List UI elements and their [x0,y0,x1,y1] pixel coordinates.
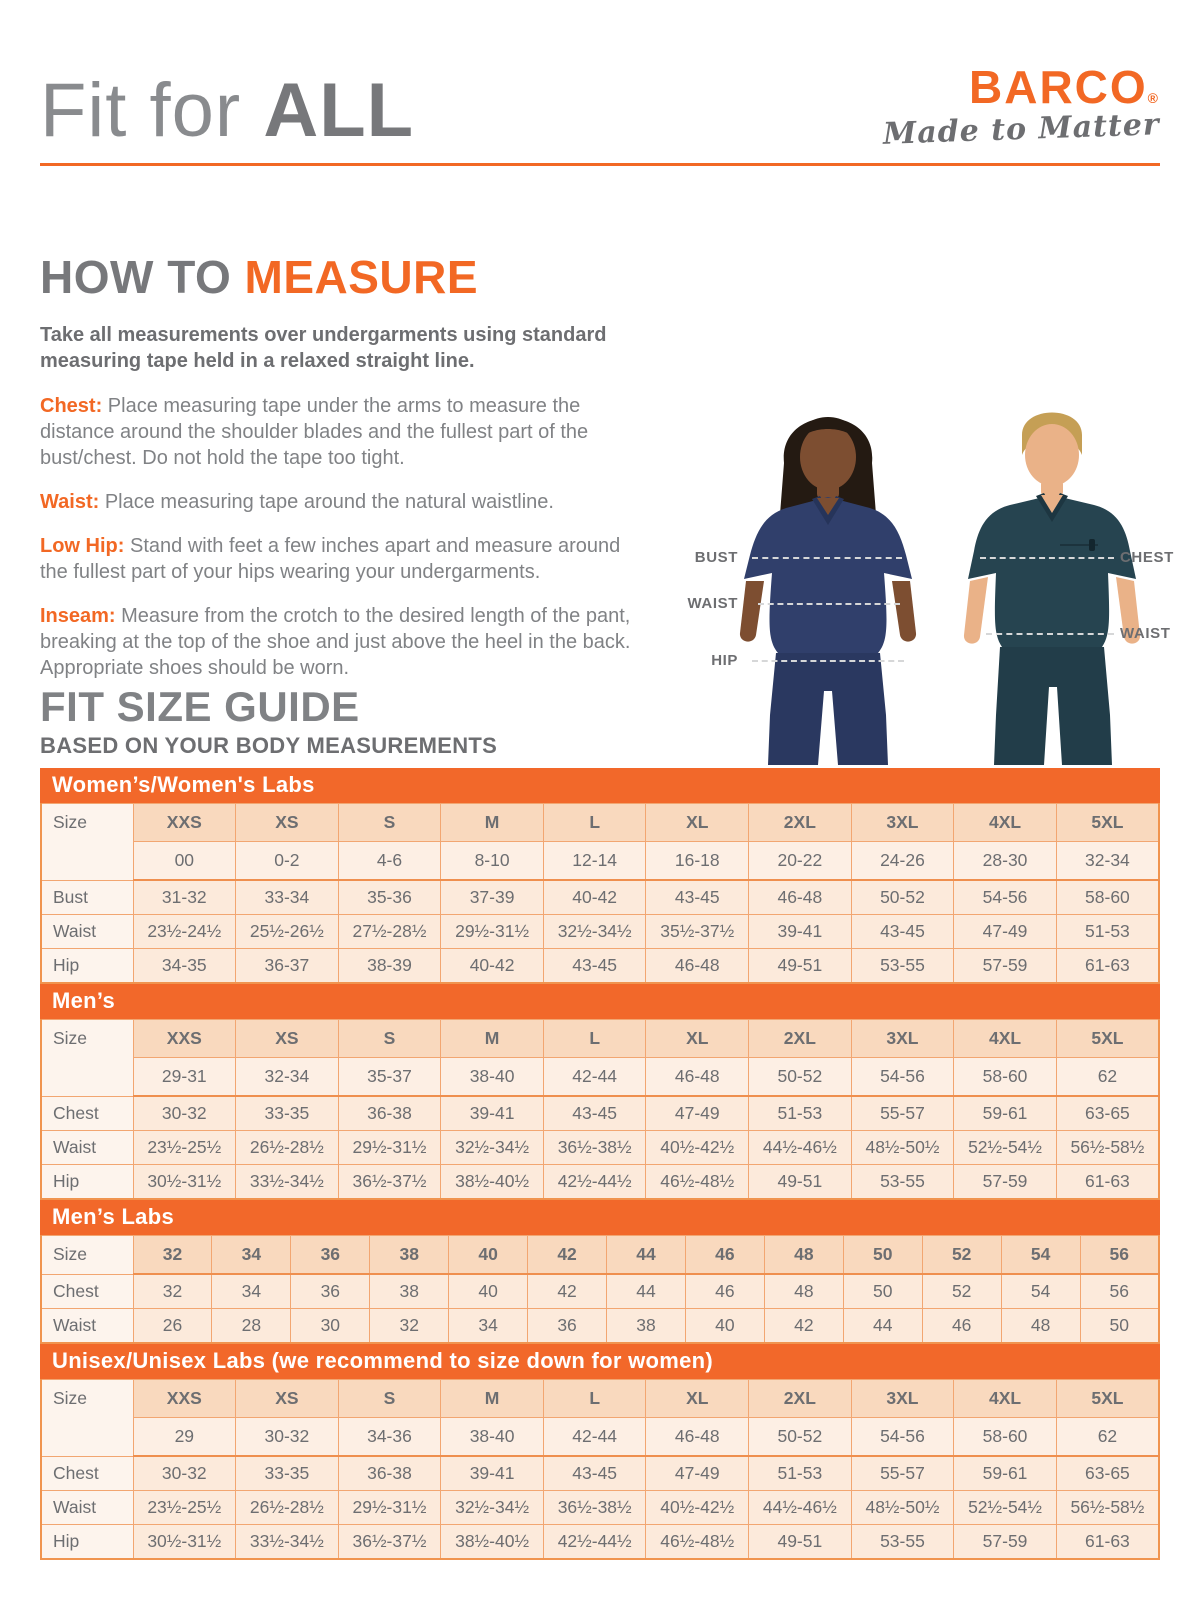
chest-line [980,557,1114,559]
measurement-value-cell: 29½-31½ [338,1491,441,1525]
measurement-value-cell: 38½-40½ [441,1165,544,1200]
numeric-size-cell: 29-31 [133,1058,236,1097]
measure-row-label: Bust [41,880,133,915]
size-header-cell: 40 [449,1236,528,1275]
measurement-value-cell: 57-59 [954,1525,1057,1560]
size-header-cell: 4XL [954,1380,1057,1418]
size-header-cell: 38 [370,1236,449,1275]
measurement-value-cell: 49-51 [749,949,852,984]
measurement-value-cell: 36-38 [338,1456,441,1491]
size-header-cell: S [338,804,441,842]
chest-label: CHEST [1120,549,1174,566]
measurement-value-cell: 36½-37½ [338,1525,441,1560]
measure-item-text: Place measuring tape around the natural waistline. [99,490,554,513]
numeric-size-cell: 54-56 [851,1058,954,1097]
size-header-cell: 52 [922,1236,1001,1275]
measurement-value-cell: 36 [291,1274,370,1309]
how-to-measure-heading [40,251,650,303]
bust-line [752,557,902,559]
size-header-cell: 4XL [954,804,1057,842]
measurement-value-cell: 30½-31½ [133,1525,236,1560]
numeric-size-cell: 50-52 [749,1058,852,1097]
measure-row-label: Hip [41,1165,133,1200]
size-header-cell: 50 [843,1236,922,1275]
measurement-value-cell: 57-59 [954,1165,1057,1200]
size-header-cell: 54 [1001,1236,1080,1275]
measurement-value-cell: 32 [133,1274,212,1309]
brand-tagline: Made to Matter [882,107,1161,152]
size-header-cell: XXS [133,1020,236,1058]
numeric-size-cell: 54-56 [851,1418,954,1457]
measurement-value-cell: 35½-37½ [646,915,749,949]
measurement-value-cell: 44½-46½ [749,1491,852,1525]
numeric-size-cell: 46-48 [646,1418,749,1457]
size-header-cell: 3XL [851,804,954,842]
measurement-value-cell: 36½-38½ [543,1491,646,1525]
numeric-size-cell: 20-22 [749,842,852,881]
size-header-cell: S [338,1380,441,1418]
numeric-size-cell: 00 [133,842,236,881]
numeric-size-cell: 42-44 [543,1418,646,1457]
measure-item-label: Waist: [40,490,100,513]
measure-row-label: Chest [41,1274,133,1309]
size-header-cell: M [441,1020,544,1058]
table-title-bar: Men’s Labs [40,1200,1160,1235]
measurement-value-cell: 29½-31½ [441,915,544,949]
measurement-value-cell: 34 [449,1309,528,1344]
measurement-value-cell: 34 [212,1274,291,1309]
size-header-cell: 4XL [954,1020,1057,1058]
measurement-value-cell: 58-60 [1056,880,1159,915]
measure-row-label: Waist [41,915,133,949]
size-header-cell: M [441,1380,544,1418]
numeric-size-cell: 30-32 [236,1418,339,1457]
size-header-cell: L [543,1020,646,1058]
measurement-value-cell: 55-57 [851,1456,954,1491]
measurement-value-cell: 39-41 [441,1456,544,1491]
measurement-value-cell: 36-38 [338,1096,441,1131]
page-title-light: Fit for [40,68,264,153]
size-column-label: Size [41,1380,133,1457]
measurement-value-cell: 52 [922,1274,1001,1309]
size-column-label: Size [41,804,133,881]
size-column-label: Size [41,1020,133,1097]
measurement-value-cell: 46½-48½ [646,1525,749,1560]
size-header-cell: 46 [685,1236,764,1275]
measurement-value-cell: 63-65 [1056,1096,1159,1131]
measurement-value-cell: 30-32 [133,1096,236,1131]
numeric-size-cell: 32-34 [1056,842,1159,881]
size-table [40,984,1160,1200]
how-to-measure-section [0,251,690,681]
measurement-value-cell: 36 [528,1309,607,1344]
page-title [40,68,415,153]
measurement-value-cell: 31-32 [133,880,236,915]
numeric-size-cell: 29 [133,1418,236,1457]
waist-label-man: WAIST [1120,625,1171,642]
size-table [40,1344,1160,1560]
numeric-size-cell: 34-36 [338,1418,441,1457]
size-header-cell: 5XL [1056,1380,1159,1418]
measurement-value-cell: 40 [449,1274,528,1309]
measurement-value-cell: 61-63 [1056,949,1159,984]
registered-mark: ® [1147,90,1160,106]
measurement-value-cell: 33½-34½ [236,1165,339,1200]
measurement-value-cell: 37-39 [441,880,544,915]
size-header-cell: 3XL [851,1020,954,1058]
measurement-value-cell: 32 [370,1309,449,1344]
measurement-value-cell: 59-61 [954,1096,1057,1131]
size-header-cell: 34 [212,1236,291,1275]
size-header-cell: XS [236,1020,339,1058]
measurement-value-cell: 30 [291,1309,370,1344]
measurement-value-cell: 52½-54½ [954,1491,1057,1525]
numeric-size-cell: 38-40 [441,1418,544,1457]
table-title-bar: Women’s/Women's Labs [40,768,1160,803]
measurement-value-cell: 47-49 [646,1096,749,1131]
measurement-value-cell: 40½-42½ [646,1131,749,1165]
numeric-size-cell: 24-26 [851,842,954,881]
measurement-value-cell: 35-36 [338,880,441,915]
measurement-value-cell: 46½-48½ [646,1165,749,1200]
size-table [40,768,1160,984]
measurement-value-cell: 48 [764,1274,843,1309]
size-header-cell: XS [236,1380,339,1418]
heading-gray-part: HOW TO [40,251,245,303]
measurement-value-cell: 30½-31½ [133,1165,236,1200]
size-header-cell: XXS [133,804,236,842]
measure-item-chest [40,393,632,471]
measure-intro: Take all measurements over undergarments using standard measuring tape held in a relaxed straight line. [40,324,607,373]
measurement-value-cell: 27½-28½ [338,915,441,949]
size-header-cell: XL [646,804,749,842]
size-table [40,1200,1160,1344]
brand-name-text: BARCO [969,61,1148,113]
measurement-value-cell: 46 [685,1274,764,1309]
measurement-value-cell: 39-41 [441,1096,544,1131]
measure-row-label: Chest [41,1456,133,1491]
measure-item-inseam [40,603,632,681]
measurement-value-cell: 33-34 [236,880,339,915]
measure-row-label: Waist [41,1309,133,1344]
measurement-value-cell: 26½-28½ [236,1491,339,1525]
measurement-value-cell: 56½-58½ [1056,1131,1159,1165]
measurement-value-cell: 53-55 [851,1165,954,1200]
measurement-value-cell: 40-42 [441,949,544,984]
table-title-bar: Unisex/Unisex Labs (we recommend to size down for women) [40,1344,1160,1379]
measurement-value-cell: 44 [843,1309,922,1344]
measurement-value-cell: 55-57 [851,1096,954,1131]
measure-item-waist [40,489,632,515]
measure-item-label: Low Hip: [40,534,125,557]
size-header-cell: M [441,804,544,842]
numeric-size-cell: 58-60 [954,1418,1057,1457]
measurement-value-cell: 50 [1080,1309,1159,1344]
measure-item-lowhip [40,533,632,585]
measurement-value-cell: 42 [528,1274,607,1309]
measure-item-label: Inseam: [40,604,116,627]
size-header-cell: 44 [607,1236,686,1275]
measure-row-label: Chest [41,1096,133,1131]
size-header-cell: 42 [528,1236,607,1275]
measurement-value-cell: 50-52 [851,880,954,915]
size-header-cell: 36 [291,1236,370,1275]
size-header-cell: L [543,1380,646,1418]
measurement-value-cell: 46-48 [646,949,749,984]
numeric-size-cell: 28-30 [954,842,1057,881]
size-header-cell: S [338,1020,441,1058]
measurement-value-cell: 51-53 [749,1096,852,1131]
size-header-cell: 2XL [749,1020,852,1058]
waist-label-woman: WAIST [687,595,738,612]
measurement-value-cell: 56 [1080,1274,1159,1309]
measurement-value-cell: 32½-34½ [543,915,646,949]
size-grid [40,803,1160,984]
measurement-value-cell: 23½-25½ [133,1491,236,1525]
measurement-value-cell: 43-45 [543,1096,646,1131]
size-header-cell: 2XL [749,804,852,842]
size-header-cell: XS [236,804,339,842]
measurement-value-cell: 32½-34½ [441,1131,544,1165]
measurement-value-cell: 36½-38½ [543,1131,646,1165]
hip-label: HIP [711,652,738,669]
measurement-value-cell: 63-65 [1056,1456,1159,1491]
size-header-cell: L [543,804,646,842]
measurement-value-cell: 30-32 [133,1456,236,1491]
measurement-value-cell: 53-55 [851,1525,954,1560]
measurement-value-cell: 42½-44½ [543,1165,646,1200]
measurement-value-cell: 42 [764,1309,843,1344]
measurement-value-cell: 51-53 [749,1456,852,1491]
measure-item-text: Stand with feet a few inches apart and measure around the fullest part of your hips wearing your undergarments. [40,534,621,583]
size-header-cell: 48 [764,1236,843,1275]
brand-wordmark [883,61,1160,113]
numeric-size-cell: 42-44 [543,1058,646,1097]
numeric-size-cell: 0-2 [236,842,339,881]
numeric-size-cell: 32-34 [236,1058,339,1097]
hip-line [752,660,904,662]
numeric-size-cell: 8-10 [441,842,544,881]
measurement-value-cell: 38 [607,1309,686,1344]
measurement-value-cell: 54-56 [954,880,1057,915]
measurement-value-cell: 46-48 [749,880,852,915]
measurement-value-cell: 38-39 [338,949,441,984]
measurement-value-cell: 49-51 [749,1165,852,1200]
heading-accent-part: MEASURE [244,251,479,303]
measurement-value-cell: 47-49 [646,1456,749,1491]
masthead [0,0,1200,153]
size-grid [40,1379,1160,1560]
measurement-value-cell: 23½-24½ [133,915,236,949]
measure-row-label: Hip [41,1525,133,1560]
measurement-value-cell: 23½-25½ [133,1131,236,1165]
measurement-value-cell: 49-51 [749,1525,852,1560]
size-header-cell: XL [646,1380,749,1418]
measurement-value-cell: 25½-26½ [236,915,339,949]
measure-item-text: Measure from the crotch to the desired length of the pant, breaking at the top of the shoe and just above the heel in the back. Appropriate shoes should be worn. [40,604,631,679]
measurement-value-cell: 43-45 [851,915,954,949]
size-header-cell: 32 [133,1236,212,1275]
measurement-value-cell: 59-61 [954,1456,1057,1491]
measurement-value-cell: 33-35 [236,1096,339,1131]
measure-row-label: Waist [41,1131,133,1165]
size-header-cell: 56 [1080,1236,1159,1275]
waist-line-man [986,633,1114,635]
waist-line-woman [758,603,900,605]
measurement-value-cell: 43-45 [646,880,749,915]
measurement-value-cell: 50 [843,1274,922,1309]
numeric-size-cell: 38-40 [441,1058,544,1097]
fit-size-guide-subheading: BASED ON YOUR BODY MEASUREMENTS [40,733,498,758]
size-header-cell: 2XL [749,1380,852,1418]
brand-logo [882,61,1161,152]
measurement-value-cell: 34-35 [133,949,236,984]
size-header-cell: XXS [133,1380,236,1418]
size-header-cell: 5XL [1056,804,1159,842]
measurement-value-cell: 56½-58½ [1056,1491,1159,1525]
header-divider [40,163,1160,166]
measurement-value-cell: 43-45 [543,1456,646,1491]
numeric-size-cell: 16-18 [646,842,749,881]
numeric-size-cell: 62 [1056,1418,1159,1457]
fit-size-guide-heading: FIT SIZE GUIDE [40,683,360,730]
measurement-value-cell: 52½-54½ [954,1131,1057,1165]
measurement-value-cell: 40½-42½ [646,1491,749,1525]
fit-size-guide-section [40,683,1160,1560]
measurement-value-cell: 46 [922,1309,1001,1344]
numeric-size-cell: 4-6 [338,842,441,881]
numeric-size-cell: 50-52 [749,1418,852,1457]
numeric-size-cell: 46-48 [646,1058,749,1097]
measurement-value-cell: 53-55 [851,949,954,984]
measurement-value-cell: 38 [370,1274,449,1309]
measurement-value-cell: 54 [1001,1274,1080,1309]
measurement-value-cell: 38½-40½ [441,1525,544,1560]
measurement-value-cell: 40 [685,1309,764,1344]
measurement-value-cell: 28 [212,1309,291,1344]
measurement-value-cell: 48 [1001,1309,1080,1344]
measurement-value-cell: 36½-37½ [338,1165,441,1200]
measurement-value-cell: 40-42 [543,880,646,915]
measurement-value-cell: 29½-31½ [338,1131,441,1165]
measurement-value-cell: 51-53 [1056,915,1159,949]
size-header-cell: 3XL [851,1380,954,1418]
measurement-value-cell: 61-63 [1056,1165,1159,1200]
measurement-value-cell: 61-63 [1056,1525,1159,1560]
measurement-value-cell: 33½-34½ [236,1525,339,1560]
measure-row-label: Waist [41,1491,133,1525]
size-header-cell: 5XL [1056,1020,1159,1058]
measurement-value-cell: 57-59 [954,949,1057,984]
page-title-bold: ALL [263,68,415,153]
measurement-value-cell: 47-49 [954,915,1057,949]
measure-row-label: Hip [41,949,133,984]
measurement-value-cell: 48½-50½ [851,1491,954,1525]
measure-item-text: Place measuring tape under the arms to measure the distance around the shoulder blades and the fullest part of the bust/chest. Do not hold the tape too tight. [40,394,589,469]
measurement-value-cell: 43-45 [543,949,646,984]
size-header-cell: XL [646,1020,749,1058]
measurement-value-cell: 36-37 [236,949,339,984]
measurement-value-cell: 33-35 [236,1456,339,1491]
numeric-size-cell: 58-60 [954,1058,1057,1097]
measurement-value-cell: 44½-46½ [749,1131,852,1165]
measurement-value-cell: 32½-34½ [441,1491,544,1525]
table-title-bar: Men’s [40,984,1160,1019]
measurement-value-cell: 48½-50½ [851,1131,954,1165]
bust-label: BUST [694,549,738,566]
numeric-size-cell: 62 [1056,1058,1159,1097]
measurement-value-cell: 26½-28½ [236,1131,339,1165]
measurement-value-cell: 42½-44½ [543,1525,646,1560]
size-grid [40,1235,1160,1344]
numeric-size-cell: 12-14 [543,842,646,881]
numeric-size-cell: 35-37 [338,1058,441,1097]
measurement-value-cell: 44 [607,1274,686,1309]
size-column-label: Size [41,1236,133,1275]
size-tables [40,768,1160,1560]
measurement-value-cell: 39-41 [749,915,852,949]
measure-item-label: Chest: [40,394,103,417]
size-grid [40,1019,1160,1200]
measurement-value-cell: 26 [133,1309,212,1344]
